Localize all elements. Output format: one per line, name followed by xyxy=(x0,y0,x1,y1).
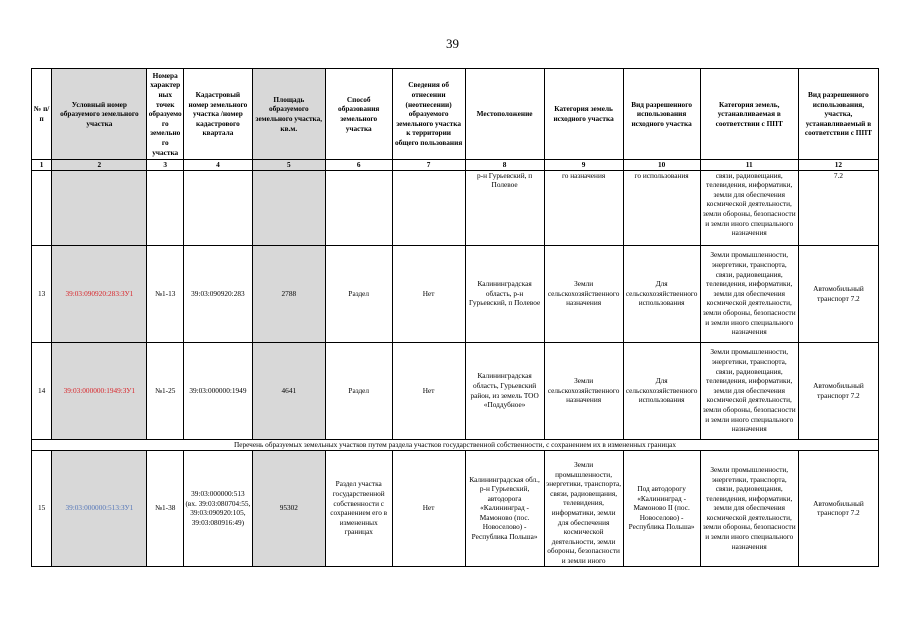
common-use-cell: Нет xyxy=(392,450,465,566)
header-area: Площадь образуемого земельного участка, кв.м. xyxy=(252,69,325,160)
cond-number-link[interactable]: 39:03:090920:283:ЗУ1 xyxy=(52,245,147,342)
column-number: 5 xyxy=(252,160,325,171)
header-category: Категория земель исходного участка xyxy=(544,69,623,160)
row-num: 15 xyxy=(32,450,52,566)
column-number: 3 xyxy=(147,160,183,171)
section-title: Перечень образуемых земельных участков путем раздела участков государственной собственности, с сохранением их в измененных границах xyxy=(32,439,879,450)
header-cadastral: Кадастровый номер земельного участка /номер кадастрового квартала xyxy=(183,69,252,160)
header-row xyxy=(32,69,879,160)
use-cell: Для сельскохозяйственного использования xyxy=(623,245,700,342)
column-number: 11 xyxy=(700,160,798,171)
method-cell: Раздел xyxy=(325,342,392,439)
header-location: Местоположение xyxy=(465,69,544,160)
header-use-ppt: Вид разрешенного использования, участка, устанавливаемый в соответствии с ППТ xyxy=(798,69,878,160)
category-cell: Земли промышленности, энергетики, транспорта, связи, радиовещания, телевидения, информатики, земли для обеспечения космической деятельности, земли обороны, безопасности и земли иного xyxy=(544,450,623,566)
category-ppt-cell: Земли промышленности, энергетики, транспорта, связи, радиовещания, телевидения, информатики, земли для обеспечения космической деятельности, земли обороны, безопасности и земли иного специального назначения xyxy=(700,450,798,566)
use-ppt-cell: Автомобильный транспорт 7.2 xyxy=(798,450,878,566)
column-number: 12 xyxy=(798,160,878,171)
header-cond-number: Условный номер образуемого земельного участка xyxy=(52,69,147,160)
column-number: 7 xyxy=(392,160,465,171)
category-cell: Земли сельскохозяйственного назначения xyxy=(544,245,623,342)
method-cell: Раздел участка государственной собственности с сохранением его в измененных границах xyxy=(325,450,392,566)
location-cell: Калининградская область, Гурьевский район, из земель ТОО «Поддубное» xyxy=(465,342,544,439)
points-cell: №1-25 xyxy=(147,342,183,439)
row-num: 13 xyxy=(32,245,52,342)
header-points: Номера характерных точек образуемого земельного участка xyxy=(147,69,183,160)
use-cell: го использования xyxy=(623,170,700,245)
column-number-row xyxy=(32,160,879,171)
page-number: 39 xyxy=(446,36,459,51)
column-number: 6 xyxy=(325,160,392,171)
column-number: 8 xyxy=(465,160,544,171)
common-use-cell: Нет xyxy=(392,342,465,439)
land-plots-table xyxy=(31,68,879,567)
header-use: Вид разрешенного использования исходного участка xyxy=(623,69,700,160)
use-cell: Для сельскохозяйственного использования xyxy=(623,342,700,439)
points-cell: №1-38 xyxy=(147,450,183,566)
area-cell: 95302 xyxy=(252,450,325,566)
column-number: 4 xyxy=(183,160,252,171)
category-cell: Земли сельскохозяйственного назначения xyxy=(544,342,623,439)
column-number: 9 xyxy=(544,160,623,171)
location-cell: Калининградская область, р-н Гурьевский, п Полевое xyxy=(465,245,544,342)
common-use-cell: Нет xyxy=(392,245,465,342)
cadastral-cell: 39:03:000000:1949 xyxy=(183,342,252,439)
row-num: 14 xyxy=(32,342,52,439)
use-ppt-cell: 7.2 xyxy=(798,170,878,245)
use-cell: Под автодорогу «Калининград - Мамоново II (пос. Новоселово) - Республика Польша» xyxy=(623,450,700,566)
header-method: Способ образования земельного участка xyxy=(325,69,392,160)
table-row xyxy=(32,450,879,566)
continuation-row xyxy=(32,170,879,245)
column-number: 2 xyxy=(52,160,147,171)
method-cell: Раздел xyxy=(325,245,392,342)
cadastral-cell: 39:03:090920:283 xyxy=(183,245,252,342)
section-row xyxy=(32,439,879,450)
category-cell: го назначения xyxy=(544,170,623,245)
table-row xyxy=(32,245,879,342)
cond-number-link[interactable]: 39:03:000000:1949:ЗУ1 xyxy=(52,342,147,439)
area-cell: 4641 xyxy=(252,342,325,439)
category-ppt-cell: Земли промышленности, энергетики, транспорта, связи, радиовещания, телевидения, информатики, земли для обеспечения космической деятельности, земли обороны, безопасности и земли иного специального назначения xyxy=(700,342,798,439)
use-ppt-cell: Автомобильный транспорт 7.2 xyxy=(798,342,878,439)
use-ppt-cell: Автомобильный транспорт 7.2 xyxy=(798,245,878,342)
category-ppt-cell: связи, радиовещания, телевидения, информатики, земли для обеспечения космической деятельности, земли обороны, безопасности и земли иного специального назначения xyxy=(700,170,798,245)
column-number: 10 xyxy=(623,160,700,171)
area-cell: 2788 xyxy=(252,245,325,342)
header-category-ppt: Категория земель, устанавливаемая в соответствии с ППТ xyxy=(700,69,798,160)
header-common-use: Сведения об отнесении (неотнесении) образуемого земельного участка к территории общего пользования xyxy=(392,69,465,160)
location-cell: Калининградская обл., р-н Гурьевский, автодорога «Калининград - Мамоново (пос. Новоселово) - Республика Польша» xyxy=(465,450,544,566)
cond-number-link[interactable]: 39:03:000000:513:ЗУ1 xyxy=(52,450,147,566)
header-num: № п/п xyxy=(32,69,52,160)
column-number: 1 xyxy=(32,160,52,171)
points-cell: №1-13 xyxy=(147,245,183,342)
category-ppt-cell: Земли промышленности, энергетики, транспорта, связи, радиовещания, телевидения, информатики, земли для обеспечения космической деятельности, земли обороны, безопасности и земли иного специального назначения xyxy=(700,245,798,342)
table-row xyxy=(32,342,879,439)
location-cell: р-н Гурьевский, п Полевое xyxy=(465,170,544,245)
cadastral-cell: 39:03:000000:513 (вх. 39:03:080704:55, 39:03:090920:105, 39:03:080916:49) xyxy=(183,450,252,566)
